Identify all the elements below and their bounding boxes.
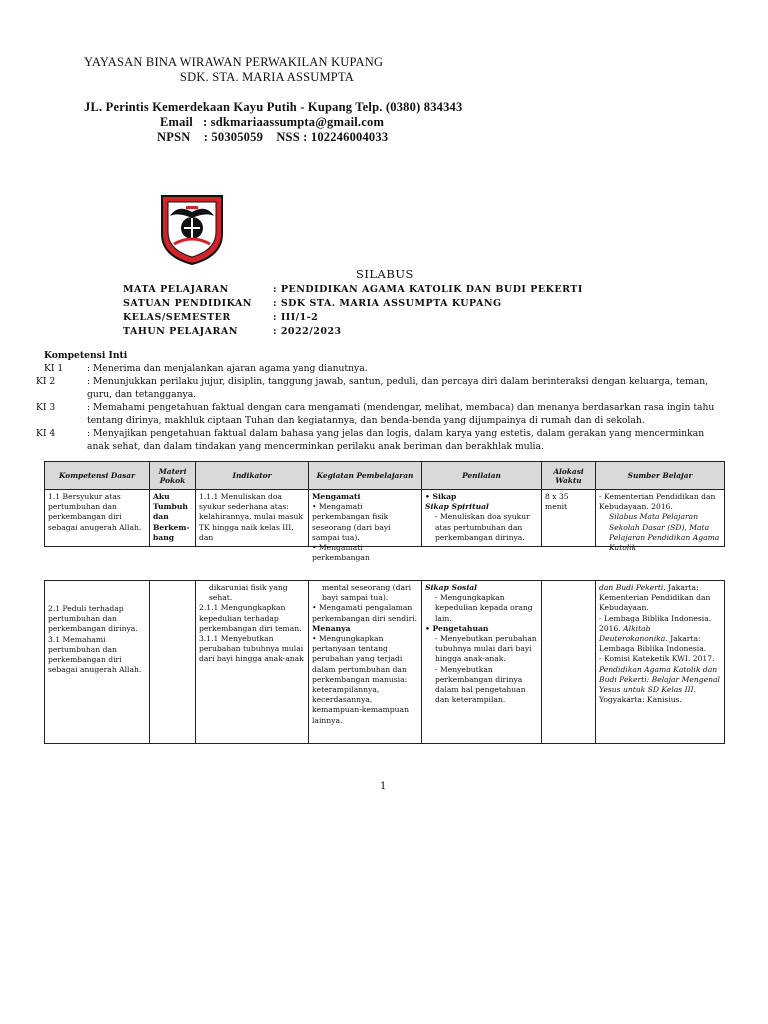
ki-text: : Menunjukkan perilaku jujur, disiplin, tanggung jawab, santun, peduli, dan percaya diri dalam berinteraksi dengan keluarga, teman, guru, dan tetangganya. [87,376,709,400]
foundation-name: YAYASAN BINA WIRAWAN PERWAKILAN KUPANG [84,55,384,69]
materi-cell: Aku Tumbuh dan Berkem-bang [153,492,190,542]
kegiatan-cell [309,581,422,744]
sumber-item: - Lembaga Biblika Indonesia. 2016. [599,613,712,633]
penilaian-cell [425,492,538,544]
col-header: Kegiatan Pembelajaran [309,462,422,490]
meta-row-unit [123,298,502,309]
indikator-cell [196,581,309,744]
penilaian-item: - Menuliskan doa syukur atas pertumbuhan dan perkembangan dirinya. [435,512,530,542]
ki-text: : Menyajikan pengetahuan faktual dalam bahasa yang jelas dan logis, dalam karya yang estetis, dalam gerakan yang mencerminkan anak sehat, dan dalam tindakan yang mencerminkan perilaku anak beriman dan berakhlak mulia. [87,428,705,452]
sumber-item: - Komisi Kateketik KWI. 2017. [599,654,715,664]
syllabus-table-top [44,461,725,563]
meta-label: MATA PELAJARAN [123,284,229,295]
penilaian-item: - Mengungkapkan kepedulian kepada orang lain. [435,593,533,623]
col-header: Kompetensi Dasar [45,462,150,490]
ki-title: Kompetensi Inti [44,350,128,361]
meta-label: SATUAN PENDIDIKAN [123,298,252,309]
col-header: Penilaian [422,462,542,490]
penilaian-sub: Sikap Spiritual [425,502,489,512]
penilaian-heading: • Sikap [425,492,457,501]
meta-row-year [123,326,342,337]
meta-value: : PENDIDIKAN AGAMA KATOLIK DAN BUDI PEKERTI [273,284,583,295]
col-header: Sumber Belajar [596,462,725,490]
ki-code: KI 3 [36,402,56,413]
meta-value: : 2022/2023 [273,326,342,337]
kd-item: 3.1 Memahami pertumbuhan dan perkembangan diri sebagai anugerah Allah. [48,634,142,675]
meta-row-class [123,312,318,323]
kegiatan-item: • Mengamati pengalaman perkembangan diri sendiri. [312,603,418,623]
kegiatan-heading: Menanya [312,623,351,633]
email-value: : sdkmariaassumpta@gmail.com [202,115,385,129]
col-header: Materi Pokok [150,462,196,490]
meta-value: : III/1-2 [273,312,319,323]
penilaian-heading: • Pengetahuan [425,623,489,633]
sumber-item: dan Budi Pekerti. [599,583,666,592]
school-logo-icon [160,194,224,266]
sumber-cell [596,581,725,744]
sumber-item: Jakarta: Kementerian Pendidikan dan Kebudayaan. [599,583,711,613]
indikator-item: 3.1.1 Menyebutkan perubahan tubuhnya mulai dari bayi hingga anak-anak [199,634,304,664]
table-row [45,490,725,547]
sumber-item: Jakarta: Lembaga Biblika Indonesia. [599,634,707,654]
sumber-item: Alkitab Deuterokanonika. [599,623,668,644]
meta-label: TAHUN PELAJARAN [123,326,238,337]
penilaian-sub: Sikap Sosial [425,583,478,592]
ki-text: : Memahami pengetahuan faktual dengan cara mengamati (mendengar, melihat, membaca) dan menanya berdasarkan rasa ingin tahu tentang dirinya, makhluk ciptaan Tuhan dan kegiatannya, dan benda-benda yang dijumpainya di rumah dan di sekolah. [87,402,715,426]
indikator-item: 2.1.1 Mengungkapkan kepedulian terhadap perkembangan diri teman. [199,603,302,633]
penilaian-item: - Menyebutkan perkembangan dirinya dalam hal pengetahuan dan keterampilan. [435,664,526,705]
indikator-item: dikaruniai fisik yang sehat. [209,583,288,603]
sumber-item: Yogyakarta: Kanisius. [599,695,682,705]
kegiatan-item: • Mengungkapkan pertanyaan tentang perubahan yang terjadi dalam pertumbuhan dan perkembangan manusia: keterampilannya, kecerdasannya, kemampuan-kemampuan lainnya. [312,634,409,725]
col-header: Indikator [196,462,309,490]
npsn-line: NPSN : 50305059 NSS : 102246004033 [157,130,389,144]
penilaian-item: - Menyebutkan perubahan tubuhnya mulai dari bayi hingga anak-anak. [435,634,537,664]
meta-value: : SDK STA. MARIA ASSUMPTA KUPANG [273,298,502,309]
email-label: Email [160,115,193,129]
sumber-cell [599,492,721,553]
page-number: 1 [380,781,387,792]
meta-row-subject [123,284,583,295]
school-address: JL. Perintis Kemerdekaan Kayu Putih - Kupang Telp. (0380) 834343 [84,100,463,114]
indikator-cell: 1.1.1 Menuliskan doa syukur sederhana atas: kelahirannya, mulai masuk TK hingga naik kelas III, dan [199,492,303,542]
meta-label: KELAS/SEMESTER [123,312,231,323]
syllabus-table-bottom [44,580,725,744]
document-title: SILABUS [356,267,414,281]
table-row [45,581,725,744]
penilaian-cell [422,581,542,744]
kd-item: 2.1 Peduli terhadap pertumbuhan dan perkembangan dirinya. [48,604,138,634]
kd-cell [45,581,150,744]
materi-cell [150,581,196,744]
alokasi-cell: 8 x 35 menit [545,492,569,512]
email-line [160,115,384,130]
kegiatan-item: • Mengamati perkembangan [312,543,370,563]
kd-cell: 1.1 Bersyukur atas pertumbuhan dan perkembangan diri sebagai anugerah Allah. [48,492,142,532]
col-header: Alokasi Waktu [542,462,596,490]
kegiatan-item: • Mengamati perkembangan fisik seseorang (dari bayi sampai tua). [312,502,391,542]
ki-code: KI 4 [36,428,56,439]
kegiatan-cell [312,492,418,563]
school-name: SDK. STA. MARIA ASSUMPTA [180,70,355,84]
sumber-item: Silabus Mata Pelajaran Sekolah Dasar (SD), Mata Pelajaran Pendidikan Agama Katolik [609,512,720,553]
sumber-item: - Kementerian Pendidikan dan Kebudayaan. 2016. [599,492,716,512]
ki-code: KI 2 [36,376,56,387]
alokasi-cell [542,581,596,744]
sumber-item: Pendidikan Agama Katolik dan Budi Pekerti: Belajar Mengenal Yesus untuk SD Kelas III. [599,664,720,695]
kegiatan-item: mental seseorang (dari bayi sampai tua). [322,583,412,603]
ki-code: KI 1 [44,363,64,374]
kegiatan-heading: Mengamati [312,492,361,501]
ki-text: : Menerima dan menjalankan ajaran agama yang dianutnya. [87,363,368,374]
